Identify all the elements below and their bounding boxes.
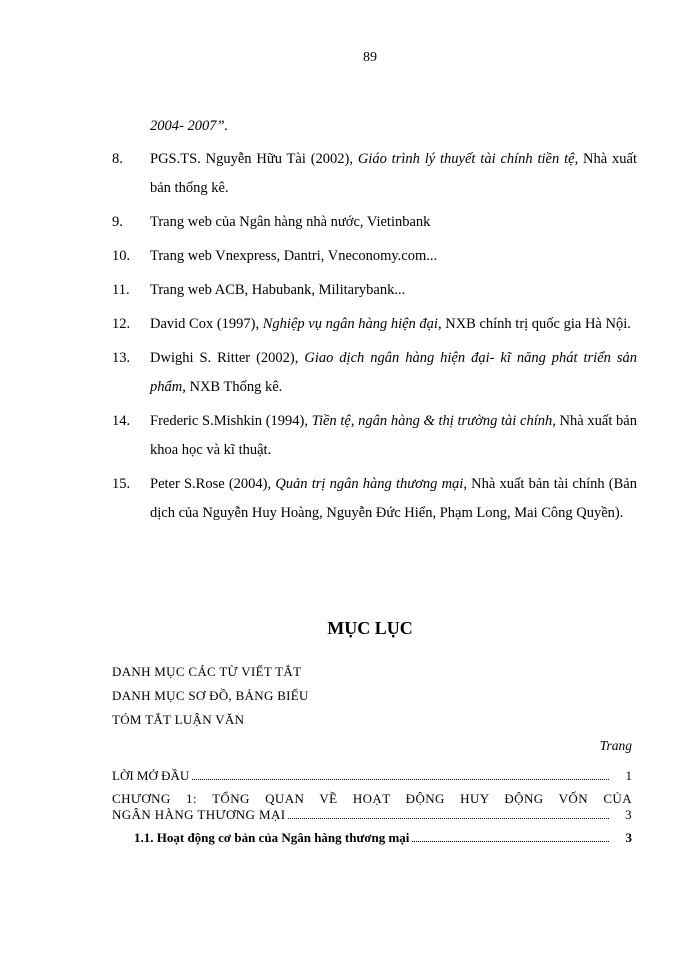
reference-title: Quản trị ngân hàng thương mại, <box>275 476 467 492</box>
toc-entry-chapter-1 <box>112 791 632 823</box>
toc-abbreviations-heading: DANH MỤC CÁC TỪ VIẾT TẮT <box>112 664 302 679</box>
reference-title: Giao dịch ngân hàng hiện đại- kĩ năng phát triển sản phẩm <box>150 350 637 395</box>
reference-number: 11. <box>112 282 130 298</box>
reference-title: Giáo trình lý thuyết tài chính tiền tệ <box>357 151 575 167</box>
reference-text <box>150 470 637 528</box>
reference-author: Trang web của Ngân hàng nhà nước, Vietinbank <box>150 214 431 230</box>
reference-text <box>150 310 637 339</box>
reference-publisher: , Nhà xuất bản thống kê. <box>150 151 637 196</box>
reference-item <box>112 208 637 237</box>
reference-publisher: , NXB Thống kê. <box>182 379 283 395</box>
reference-text <box>150 344 637 402</box>
reference-item <box>112 310 637 339</box>
reference-number: 8. <box>112 151 123 167</box>
reference-number: 12. <box>112 316 131 332</box>
reference-item <box>112 344 637 402</box>
reference-text <box>150 276 637 305</box>
toc-chapter-line-2: NGÂN HÀNG THƯƠNG MẠI <box>112 807 286 822</box>
toc-chapter-line-1: CHƯƠNG 1: TỔNG QUAN VỀ HOẠT ĐỘNG HUY ĐỘNG VỐN CỦA <box>112 791 632 806</box>
reference-item <box>112 145 637 203</box>
toc-entry-page: 3 <box>625 807 632 822</box>
reference-author: PGS.TS. Nguyễn Hữu Tài (2002), <box>150 151 358 167</box>
reference-author: Peter S.Rose (2004), <box>150 476 276 492</box>
reference-author: Dwighi S. Ritter (2002), <box>150 350 305 366</box>
reference-author: Frederic S.Mishkin (1994), <box>150 413 312 429</box>
reference-item <box>112 276 637 305</box>
reference-continuation: 2004- 2007”. <box>150 118 229 134</box>
reference-publisher: , NXB chính trị quốc gia Hà Nội. <box>437 316 631 332</box>
page-number: 89 <box>363 50 377 65</box>
reference-number: 14. <box>112 413 131 429</box>
toc-leader-dots <box>192 778 609 780</box>
reference-text <box>150 407 637 465</box>
toc-leader-dots <box>412 840 609 842</box>
toc-figures-tables-heading: DANH MỤC SƠ ĐỒ, BẢNG BIỂU <box>112 688 309 703</box>
reference-item <box>112 242 637 271</box>
reference-text <box>150 208 637 237</box>
toc-entry-label: LỜI MỞ ĐẦU <box>112 768 190 783</box>
reference-author: Trang web Vnexpress, Dantri, Vneconomy.com... <box>150 248 438 264</box>
reference-author: Trang web ACB, Habubank, Militarybank... <box>150 282 406 298</box>
toc-leader-dots <box>288 817 609 819</box>
reference-number: 15. <box>112 476 131 492</box>
reference-list <box>112 112 637 533</box>
toc-title: MỤC LỤC <box>327 618 413 638</box>
toc-chapter-line-2-row <box>112 807 632 823</box>
reference-item <box>112 470 637 528</box>
reference-text <box>150 145 637 203</box>
reference-publisher: Nhà xuất bản tài chính (Bản dịch của Nguyễn Huy Hoàng, Nguyễn Đức Hiển, Phạm Long, Mai Công Quyền). <box>150 476 637 521</box>
reference-title: Tiền tệ, ngân hàng & thị trường tài chính, <box>311 413 556 429</box>
reference-title: Nghiệp vụ ngân hàng hiện đại <box>262 316 438 332</box>
reference-item <box>112 407 637 465</box>
toc-summary-heading: TÓM TẮT LUẬN VĂN <box>112 712 245 727</box>
reference-text <box>150 242 637 271</box>
toc-entry-page: 1 <box>625 768 632 783</box>
reference-number: 9. <box>112 214 123 230</box>
toc-entry-page: 3 <box>625 830 632 845</box>
toc-entries <box>112 768 632 853</box>
reference-number: 13. <box>112 350 131 366</box>
toc-entry-label: 1.1. Hoạt động cơ bản của Ngân hàng thương mại <box>134 830 410 845</box>
toc-front-matter <box>112 660 309 732</box>
reference-publisher: Nhà xuất bản khoa học và kĩ thuật. <box>150 413 637 458</box>
toc-entry-intro <box>112 768 632 784</box>
reference-author: David Cox (1997), <box>150 316 263 332</box>
reference-number: 10. <box>112 248 131 264</box>
toc-entry-section-1-1 <box>112 830 632 846</box>
toc-page-column-label: Trang <box>599 738 632 753</box>
